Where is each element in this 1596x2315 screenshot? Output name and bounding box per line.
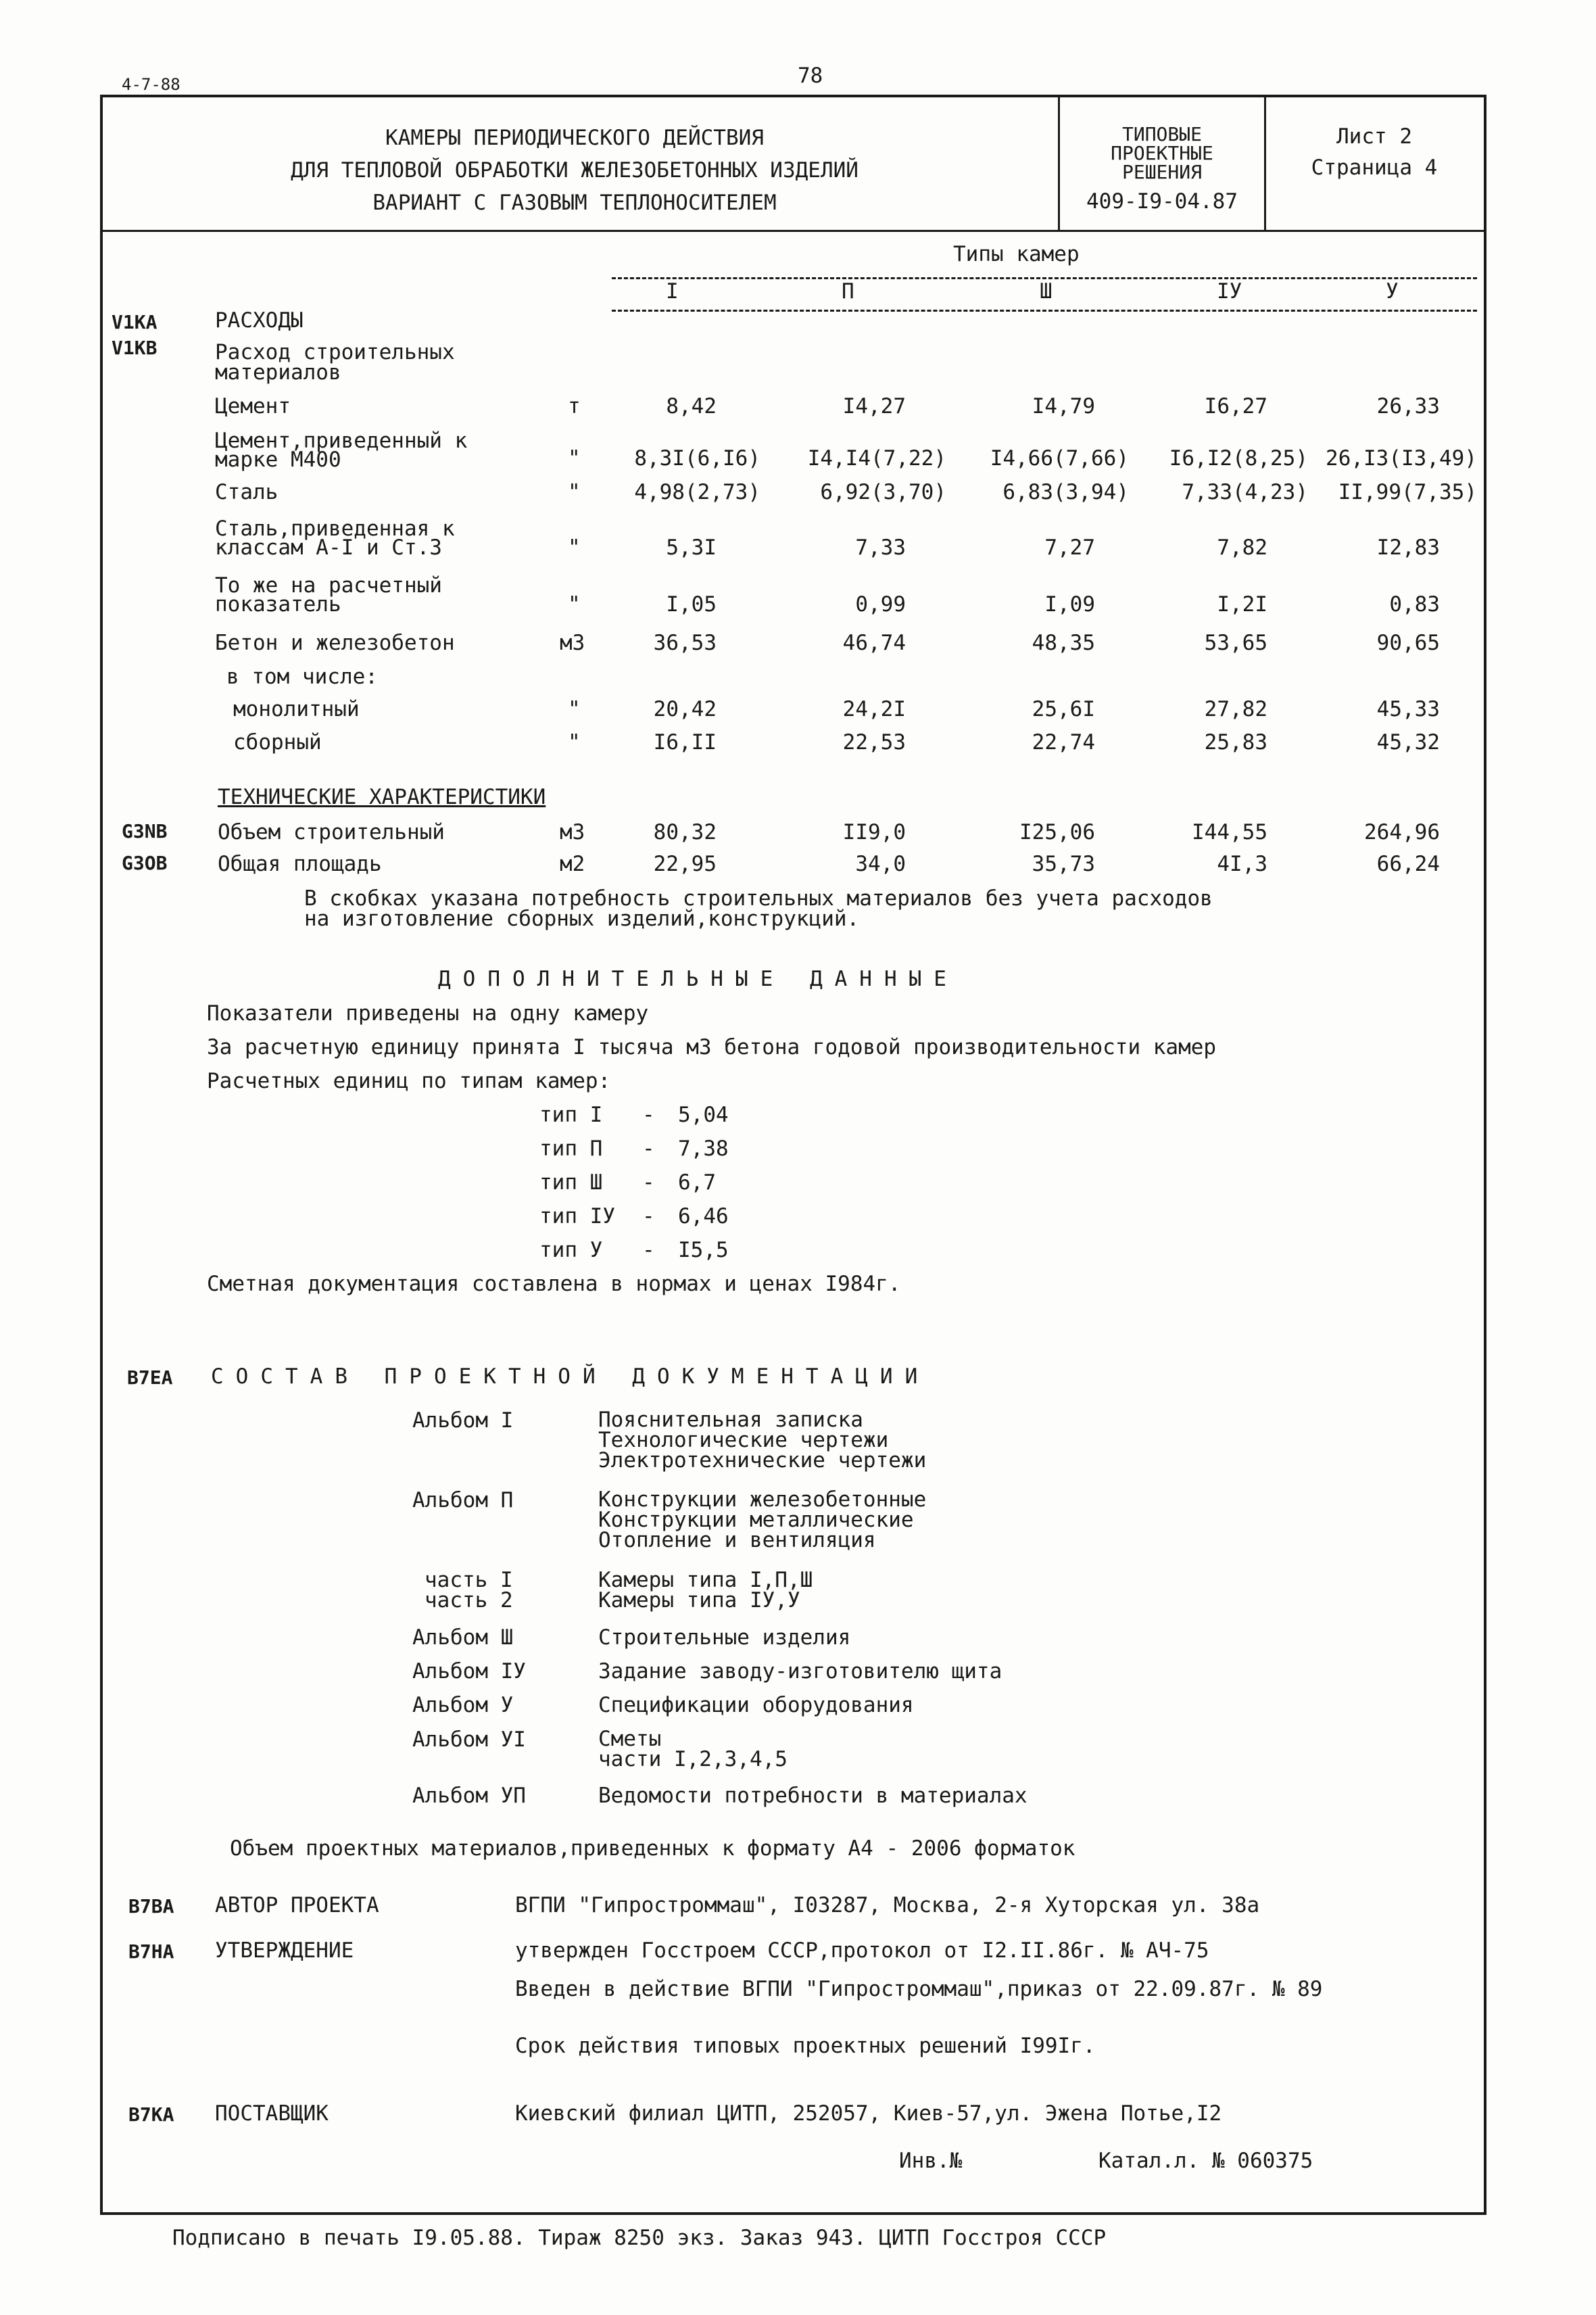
type-dash: - — [642, 1170, 655, 1195]
row-label: То же на расчетный — [215, 573, 442, 598]
additional-data-title: ДОПОЛНИТЕЛЬНЫЕ ДАННЫЕ — [438, 967, 959, 991]
page-number: 78 — [798, 64, 823, 88]
row-unit: " — [568, 730, 581, 755]
album-desc: Строительные изделия — [598, 1625, 851, 1650]
cell: 34,0 — [855, 852, 906, 876]
cell: I2,83 — [1376, 535, 1440, 560]
album-desc: Отопление и вентиляция — [598, 1528, 876, 1552]
album-desc: части I,2,3,4,5 — [598, 1747, 788, 1771]
row-code: G3NB — [122, 820, 168, 842]
cell: I4,66(7,66) — [990, 446, 1129, 471]
cell: I4,79 — [1032, 394, 1095, 419]
cell: 90,65 — [1376, 631, 1440, 655]
row-label: Цемент,приведенный к — [215, 429, 468, 453]
inventory-number: Инв.№ — [899, 2149, 963, 2173]
approval-line-1: утвержден Госстроем СССР,протокол от I2.II.86г. № АЧ-75 — [515, 1938, 1209, 1963]
additional-line-1: Показатели приведены на одну камеру — [207, 1001, 649, 1026]
series-line-3: РЕШЕНИЯ — [1121, 161, 1202, 183]
cell: 4,98(2,73) — [634, 480, 760, 504]
cell: 22,95 — [653, 852, 717, 876]
materials-subtitle-2: материалов — [215, 360, 341, 385]
cell: 22,53 — [842, 730, 906, 755]
row-unit: м3 — [560, 820, 585, 844]
column-header-1: I — [666, 279, 679, 304]
row-unit: " — [568, 697, 581, 721]
cell: 53,65 — [1204, 631, 1267, 655]
cell: 0,83 — [1389, 592, 1440, 617]
cell: II,99(7,35) — [1338, 480, 1477, 504]
cell: 26,I3(I3,49) — [1326, 446, 1477, 471]
row-label: Сталь — [215, 480, 279, 504]
cell: 35,73 — [1032, 852, 1095, 876]
cell: 45,32 — [1376, 730, 1440, 755]
cell: 4I,3 — [1217, 852, 1267, 876]
row-label: Общая площадь — [218, 852, 382, 876]
album-desc: Электротехнические чертежи — [598, 1448, 927, 1473]
cell: 0,99 — [855, 592, 906, 617]
cell: I6,I2(8,25) — [1169, 446, 1308, 471]
cell: 7,33(4,23) — [1182, 480, 1308, 504]
cell: I,05 — [666, 592, 717, 617]
row-label-2: марке М400 — [215, 448, 341, 472]
album-label: Альбом УI — [412, 1727, 526, 1752]
cell: I6,27 — [1204, 394, 1267, 419]
row-unit: " — [568, 480, 581, 504]
approval-code: В7НА — [128, 1940, 174, 1963]
note-line-2: на изготовление сборных изделий,конструкций. — [304, 907, 860, 931]
row-label: Бетон и железобетон — [215, 631, 455, 655]
album-desc: Ведомости потребности в материалах — [598, 1784, 1027, 1808]
cell: I44,55 — [1192, 820, 1267, 844]
album-desc: Технологические чертежи — [598, 1428, 889, 1452]
cell: 36,53 — [653, 631, 717, 655]
header-bottom-rule — [100, 230, 1486, 232]
estimate-line: Сметная документация составлена в нормах и ценах I984г. — [207, 1272, 901, 1296]
cell: I6,II — [653, 730, 717, 755]
part-desc: Камеры типа I,П,Ш — [598, 1568, 813, 1592]
album-desc: Спецификации оборудования — [598, 1693, 914, 1717]
row-label: монолитный — [233, 697, 360, 721]
type-dash: - — [642, 1204, 655, 1228]
header-title-line-2: ДЛЯ ТЕПЛОВОЙ ОБРАБОТКИ ЖЕЛЕЗОБЕТОННЫХ ИЗДЕЛИЙ — [291, 158, 859, 183]
header-title-line-1: КАМЕРЫ ПЕРИОДИЧЕСКОГО ДЕЙСТВИЯ — [385, 126, 764, 150]
series-number: 409-I9-04.87 — [1086, 189, 1238, 214]
volume-line: Объем проектных материалов,приведенных к формату А4 - 2006 форматок — [230, 1836, 1075, 1861]
type-value: 6,7 — [678, 1170, 716, 1195]
cell: II9,0 — [842, 820, 906, 844]
document-code: 4-7-88 — [122, 75, 180, 94]
composition-code: В7ЕА — [127, 1366, 173, 1389]
catalog-number: Катал.л. № 060375 — [1098, 2149, 1313, 2173]
row-unit: м2 — [560, 852, 585, 876]
type-name: тип Ш — [539, 1170, 603, 1195]
type-name: тип У — [539, 1238, 603, 1262]
album-desc: Конструкции металлические — [598, 1508, 914, 1532]
album-desc: Задание заводу-изготовителю щита — [598, 1659, 1002, 1684]
header-title-line-3: ВАРИАНТ С ГАЗОВЫМ ТЕПЛОНОСИТЕЛЕМ — [372, 191, 777, 215]
cell: 24,2I — [842, 697, 906, 721]
album-label: Альбом I — [412, 1408, 514, 1433]
column-header-2: П — [842, 279, 854, 304]
part-label: часть I — [425, 1568, 513, 1592]
approval-line-2: Введен в действие ВГПИ "Гипростроммаш",приказ от 22.09.87г. № 89 — [515, 1977, 1323, 2001]
cell: 7,33 — [855, 535, 906, 560]
series-line-2: ПРОЕКТНЫЕ — [1111, 142, 1213, 164]
materials-subtitle-1: Расход строительных — [215, 340, 455, 364]
type-name: тип IУ — [539, 1204, 615, 1228]
row-label: Цемент — [215, 394, 291, 419]
composition-title: СОСТАВ ПРОЕКТНОЙ ДОКУМЕНТАЦИИ — [211, 1364, 930, 1389]
row-unit: " — [568, 446, 581, 471]
row-unit: " — [568, 592, 581, 617]
album-desc: Сметы — [598, 1727, 662, 1751]
cell: I,2I — [1217, 592, 1267, 617]
type-value: I5,5 — [678, 1238, 729, 1262]
additional-line-3: Расчетных единиц по типам камер: — [207, 1069, 611, 1093]
code-v1kb: V1КВ — [112, 337, 158, 359]
approval-label: УТВЕРЖДЕНИЕ — [215, 1938, 354, 1963]
album-desc: Конструкции железобетонные — [598, 1487, 927, 1512]
cell: 20,42 — [653, 697, 717, 721]
type-dash: - — [642, 1238, 655, 1262]
row-unit: " — [568, 535, 581, 560]
print-footer: Подписано в печать I9.05.88. Тираж 8250 экз. Заказ 943. ЦИТП Госстроя СССР — [172, 2226, 1107, 2250]
cell: 80,32 — [653, 820, 717, 844]
type-value: 6,46 — [678, 1204, 729, 1228]
author-label: АВТОР ПРОЕКТА — [215, 1893, 379, 1917]
code-v1ka: V1КА — [112, 311, 158, 333]
album-label: Альбом IУ — [412, 1659, 526, 1684]
cell: 26,33 — [1376, 394, 1440, 419]
part-desc: Камеры типа IУ,У — [598, 1588, 800, 1613]
row-label: в том числе: — [226, 665, 378, 689]
author-text: ВГПИ "Гипростроммаш", I03287, Москва, 2-я Хуторская ул. 38а — [515, 1893, 1260, 1917]
supplier-label: ПОСТАВЩИК — [215, 2101, 329, 2126]
row-unit: т — [568, 394, 581, 419]
row-label-2: показатель — [215, 592, 341, 617]
cell: 22,74 — [1032, 730, 1095, 755]
column-header-5: У — [1386, 279, 1399, 304]
cell: 66,24 — [1376, 852, 1440, 876]
column-header-4: IУ — [1217, 279, 1242, 304]
row-unit: м3 — [560, 631, 585, 655]
sheet-label: Лист 2 — [1336, 124, 1412, 149]
cell: 7,27 — [1044, 535, 1095, 560]
cell: 45,33 — [1376, 697, 1440, 721]
row-code: G3OB — [122, 852, 168, 874]
row-label: Сталь,приведенная к — [215, 517, 455, 541]
type-dash: - — [642, 1103, 655, 1127]
cell: I4,I4(7,22) — [807, 446, 946, 471]
cell: 264,96 — [1364, 820, 1440, 844]
additional-line-2: За расчетную единицу принята I тысяча м3 бетона годовой производительности камер — [207, 1035, 1217, 1059]
cell: 8,3I(6,I6) — [634, 446, 760, 471]
row-label-2: классам А-I и Ст.3 — [215, 535, 442, 560]
cell: I4,27 — [842, 394, 906, 419]
author-code: В7ВА — [128, 1895, 174, 1917]
types-dashed-rule-bottom — [612, 310, 1477, 312]
note-line-1: В скобках указана потребность строительных материалов без учета расходов — [304, 886, 1213, 911]
cell: 8,42 — [666, 394, 717, 419]
cell: 5,3I — [666, 535, 717, 560]
cell: I,09 — [1044, 592, 1095, 617]
validity-line: Срок действия типовых проектных решений I99Iг. — [515, 2034, 1096, 2058]
cell: 25,6I — [1032, 697, 1095, 721]
cell: 7,82 — [1217, 535, 1267, 560]
part-label: часть 2 — [425, 1588, 513, 1613]
column-header-3: Ш — [1040, 279, 1053, 304]
cell: I25,06 — [1019, 820, 1095, 844]
section-expenses: РАСХОДЫ — [215, 308, 304, 333]
row-label: Объем строительный — [218, 820, 445, 844]
album-label: Альбом Ш — [412, 1625, 514, 1650]
type-value: 5,04 — [678, 1103, 729, 1127]
type-name: тип П — [539, 1137, 603, 1161]
album-label: Альбом УП — [412, 1784, 526, 1808]
album-label: Альбом У — [412, 1693, 514, 1717]
cell: 6,92(3,70) — [820, 480, 946, 504]
supplier-text: Киевский филиал ЦИТП, 252057, Киев-57,ул. Эжена Потье,I2 — [515, 2101, 1222, 2126]
cell: 6,83(3,94) — [1002, 480, 1129, 504]
cell: 48,35 — [1032, 631, 1095, 655]
cell: 46,74 — [842, 631, 906, 655]
cell: 27,82 — [1204, 697, 1267, 721]
supplier-code: В7КА — [128, 2103, 174, 2126]
series-line-1: ТИПОВЫЕ — [1121, 123, 1202, 145]
page-label: Страница 4 — [1311, 156, 1438, 180]
cell: 25,83 — [1204, 730, 1267, 755]
album-label: Альбом П — [412, 1488, 514, 1512]
type-dash: - — [642, 1137, 655, 1161]
type-name: тип I — [539, 1103, 603, 1127]
tech-characteristics-title: ТЕХНИЧЕСКИЕ ХАРАКТЕРИСТИКИ — [218, 785, 546, 809]
row-label: сборный — [233, 730, 322, 755]
chamber-types-header: Типы камер — [953, 242, 1080, 266]
album-desc: Пояснительная записка — [598, 1408, 863, 1432]
type-value: 7,38 — [678, 1137, 729, 1161]
